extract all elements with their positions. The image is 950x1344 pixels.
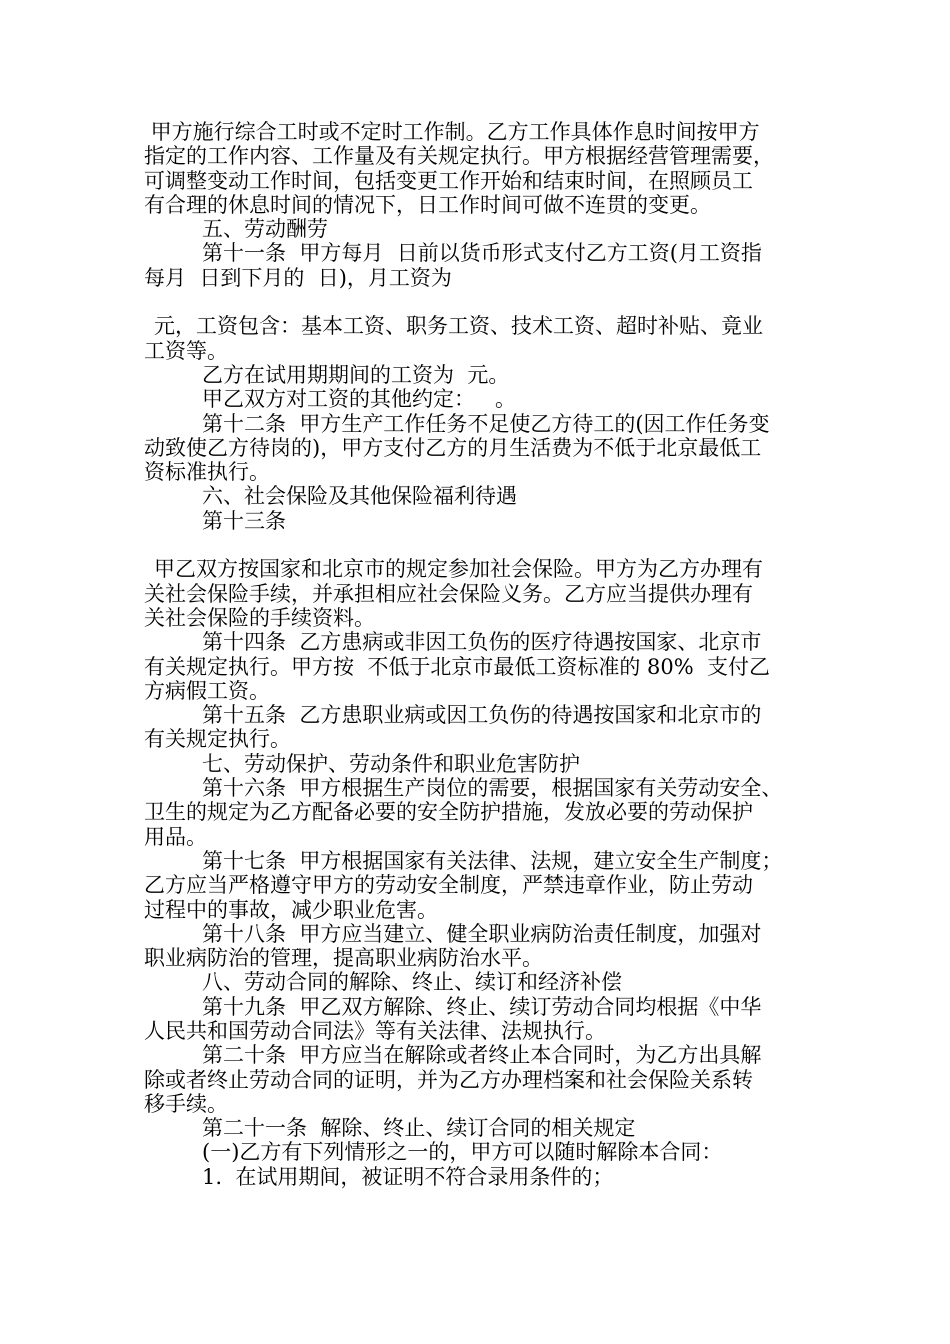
- text-line: 第十五条 乙方患职业病或因工负伤的待遇按国家和北京市的: [202, 703, 762, 728]
- text-line: 资标准执行。: [144, 460, 270, 485]
- text-line: 第十四条 乙方患病或非因工负伤的医疗待遇按国家、北京市: [202, 630, 762, 655]
- blank-line: [144, 533, 816, 557]
- section-heading: 七、劳动保护、劳动条件和职业危害防护: [202, 751, 580, 776]
- text-line: (一)乙方有下列情形之一的，甲方可以随时解除本合同：: [202, 1140, 723, 1165]
- text-line: 方病假工资。: [144, 678, 270, 703]
- text-line: 有关规定执行。: [144, 727, 291, 752]
- text-line: 过程中的事故，减少职业危害。: [144, 897, 438, 922]
- text-line: 关社会保险的手续资料。: [144, 605, 375, 630]
- document-body: [144, 120, 816, 1189]
- text-line: 第二十一条 解除、终止、续订合同的相关规定: [202, 1116, 636, 1141]
- text-line: 除或者终止劳动合同的证明，并为乙方办理档案和社会保险关系转: [144, 1067, 753, 1092]
- text-line: 工资等。: [144, 338, 228, 363]
- text-line: 有合理的休息时间的情况下，日工作时间可做不连贯的变更。: [144, 192, 711, 217]
- text-line: 第十二条 甲方生产工作任务不足使乙方待工的(因工作任务变: [202, 411, 770, 436]
- section-heading: 五、劳动酬劳: [202, 217, 328, 242]
- text-line: 第二十条 甲方应当在解除或者终止本合同时，为乙方出具解: [202, 1043, 762, 1068]
- text-line: 职业病防治的管理，提高职业病防治水平。: [144, 946, 543, 971]
- text-line: 动致使乙方待岗的)，甲方支付乙方的月生活费为不低于北京最低工: [144, 435, 762, 460]
- list-item: 1. 在试用期间，被证明不符合录用条件的；: [202, 1164, 614, 1189]
- text-line: 甲方施行综合工时或不定时工作制。乙方工作具体作息时间按甲方: [144, 120, 760, 144]
- text-line: 第十一条 甲方每月 日前以货币形式支付乙方工资(月工资指: [202, 241, 762, 266]
- text-line: 可调整变动工作时间，包括变更工作开始和结束时间，在照顾员工: [144, 168, 753, 193]
- text-line: 乙方应当严格遵守甲方的劳动安全制度，严禁违章作业，防止劳动: [144, 873, 753, 898]
- text-line: 第十八条 甲方应当建立、健全职业病防治责任制度，加强对: [202, 921, 762, 946]
- text-line: 第十三条: [202, 508, 286, 533]
- text-line: 第十七条 甲方根据国家有关法律、法规，建立安全生产制度；: [202, 848, 783, 873]
- text-line: 卫生的规定为乙方配备必要的安全防护措施，发放必要的劳动保护: [144, 800, 753, 825]
- text-line: 第十六条 甲方根据生产岗位的需要，根据国家有关劳动安全、: [202, 776, 783, 801]
- text-line: 用品。: [144, 824, 207, 849]
- text-line: 甲乙双方对工资的其他约定： 。: [202, 387, 517, 412]
- text-line: 乙方在试用期期间的工资为 元。: [202, 362, 510, 387]
- section-heading: 八、劳动合同的解除、终止、续订和经济补偿: [202, 970, 622, 995]
- text-line: 元，工资包含：基本工资、职务工资、技术工资、超时补贴、竟业: [154, 314, 763, 339]
- text-line: 关社会保险手续，并承担相应社会保险义务。乙方应当提供办理有: [144, 581, 753, 606]
- text-line: 移手续。: [144, 1091, 228, 1116]
- text-line: 每月 日到下月的 日)，月工资为: [144, 265, 452, 290]
- text-line: 甲乙双方按国家和北京市的规定参加社会保险。甲方为乙方办理有: [154, 557, 763, 582]
- text-line: 人民共和国劳动合同法》等有关法律、法规执行。: [144, 1018, 606, 1043]
- text-line: 有关规定执行。甲方按 不低于北京市最低工资标准的 80% 支付乙: [144, 654, 771, 679]
- blank-line: [144, 290, 816, 314]
- text-line: 第十九条 甲乙双方解除、终止、续订劳动合同均根据《中华: [202, 994, 762, 1019]
- text-line: 指定的工作内容、工作量及有关规定执行。甲方根据经营管理需要，: [144, 144, 774, 169]
- section-heading: 六、社会保险及其他保险福利待遇: [202, 484, 517, 509]
